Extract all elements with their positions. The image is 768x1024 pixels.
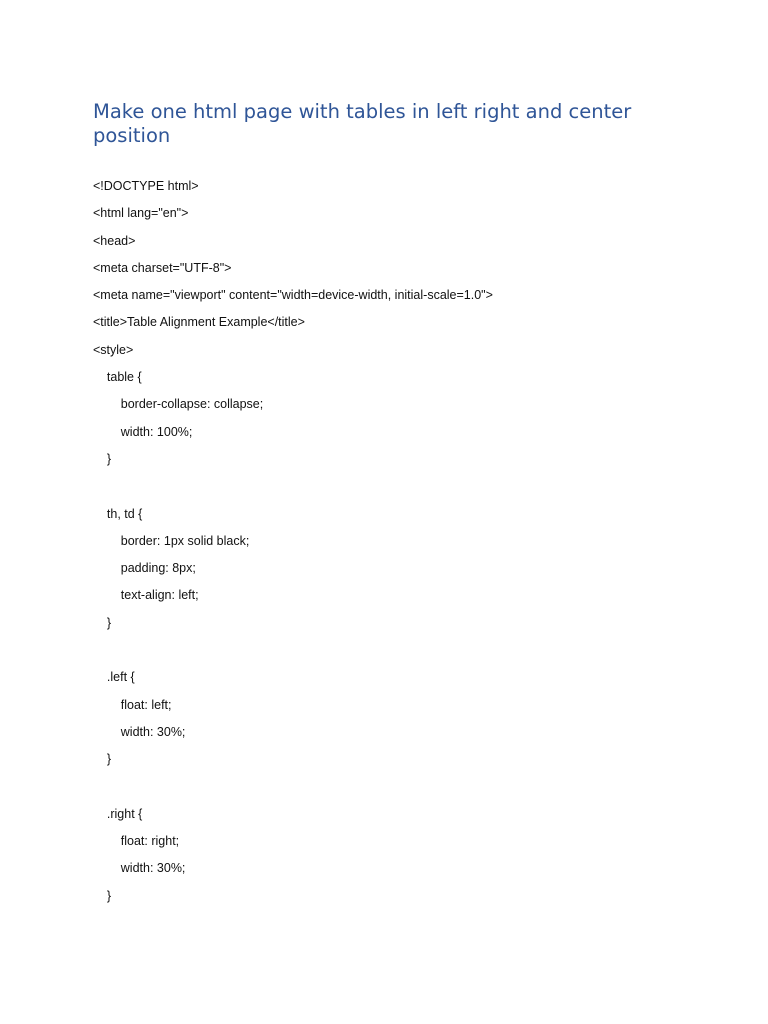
code-line: border: 1px solid black; xyxy=(93,533,250,548)
code-line: .left { xyxy=(93,670,135,685)
code-line: float: left; xyxy=(93,697,172,712)
code-line: border-collapse: collapse; xyxy=(93,397,264,412)
code-line: .right { xyxy=(93,806,143,821)
code-line: } xyxy=(93,451,112,466)
code-line: } xyxy=(93,752,112,767)
code-line: table { xyxy=(93,370,142,385)
code-line: <!DOCTYPE html> xyxy=(93,179,199,193)
blank-line xyxy=(93,774,733,801)
code-line: <html lang="en"> xyxy=(93,206,189,221)
blank-line xyxy=(93,637,733,664)
code-line: <meta name="viewport" content="width=device-width, initial-scale=1.0"> xyxy=(93,288,493,303)
code-line: <head> xyxy=(93,233,136,248)
code-line: <title>Table Alignment Example</title> xyxy=(93,315,305,330)
code-line: <style> xyxy=(93,342,134,357)
code-line: } xyxy=(93,615,112,630)
code-line: text-align: left; xyxy=(93,588,199,603)
page-title: Make one html page with tables in left right and center position xyxy=(93,100,632,147)
code-line: width: 30%; xyxy=(93,724,186,739)
code-line: <meta charset="UTF-8"> xyxy=(93,260,232,275)
code-line: padding: 8px; xyxy=(93,561,196,576)
code-listing xyxy=(93,173,733,910)
code-line: float: right; xyxy=(93,834,180,849)
code-line: width: 100%; xyxy=(93,424,193,439)
code-line: } xyxy=(93,888,112,903)
code-line: width: 30%; xyxy=(93,861,186,876)
blank-line xyxy=(93,473,733,500)
code-line: th, td { xyxy=(93,506,143,521)
